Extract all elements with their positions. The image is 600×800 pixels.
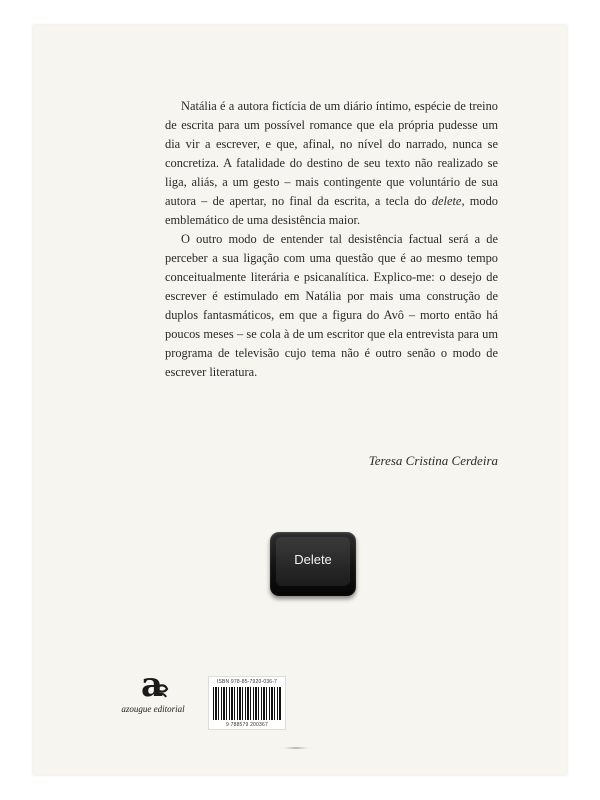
paragraph-1-part-b: , modo emblemático de uma desistência maior. bbox=[165, 194, 498, 227]
isbn-barcode bbox=[208, 676, 286, 730]
synopsis-text bbox=[165, 97, 498, 382]
delete-word: delete bbox=[431, 194, 462, 208]
publisher-logo bbox=[113, 666, 193, 724]
isbn-number: ISBN 978-85-7920-036-7 bbox=[216, 679, 278, 685]
paragraph-2: O outro modo de entender tal desistência factual será a de perceber a sua ligação com uma questão que é ao mesmo tempo conceitualmente literária e psicanalítica. Explico-me: o desejo de escrever é estimulado em Natália por mais uma construção de duplos fantasmáticos, em que a figura do Avô – morto então há poucos meses – se cola à de um escritor que ela entrevista para um programa de televisão cujo tema não é outro senão o modo de escrever literatura. bbox=[165, 232, 498, 379]
delete-key-image bbox=[270, 532, 356, 596]
paragraph-1 bbox=[165, 97, 498, 230]
scan-mark bbox=[284, 747, 308, 749]
paragraph-1-part-a: Natália é a autora fictícia de um diário íntimo, espécie de treino de escrita para um possível romance que ela própria pudesse um dia vir a escrever, e que, afinal, no nível do narrado, nunca se concretiza. A fatalidade do destino de seu texto não realizado se liga, aliás, a um gesto – mais contingente que voluntário de sua autora – de apertar, no final da escrita, a tecla do bbox=[165, 99, 498, 208]
publisher-logo-icon bbox=[113, 666, 193, 702]
svg-text:a: a bbox=[141, 666, 164, 702]
publisher-name: azougue editorial bbox=[121, 704, 185, 714]
author-signature: Teresa Cristina Cerdeira bbox=[368, 453, 498, 468]
barcode-bars bbox=[213, 687, 281, 720]
delete-key-label: Delete bbox=[294, 552, 332, 567]
barcode-digits: 9 788579 200367 bbox=[226, 722, 268, 728]
